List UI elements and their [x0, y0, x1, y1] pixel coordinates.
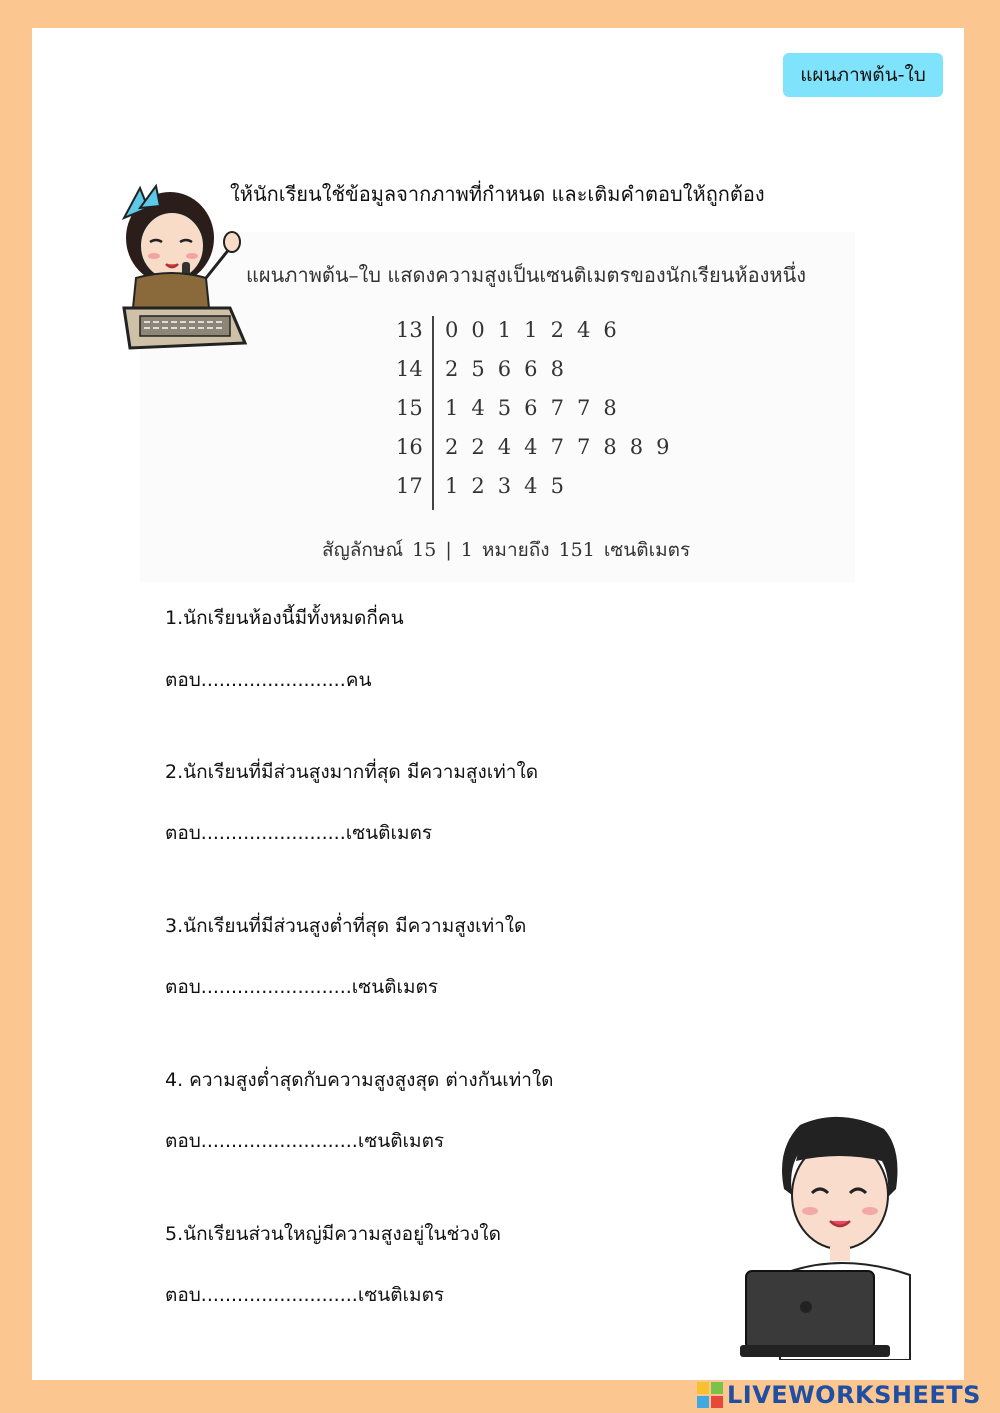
leaf: 3 — [497, 474, 512, 498]
stem-value: 15 — [396, 396, 423, 420]
leaf-values — [445, 474, 577, 498]
leaf: 0 — [471, 318, 485, 342]
leaf: 2 — [445, 357, 459, 381]
leaf: 7 — [576, 435, 591, 459]
leaf: 8 — [629, 435, 644, 459]
leaf-values — [445, 357, 577, 381]
leaf: 6 — [524, 357, 538, 381]
stem-leaf-row — [396, 429, 716, 469]
question-1: 1.นักเรียนห้องนี้มีทั้งหมดกี่คน — [165, 607, 404, 629]
leaf: 7 — [550, 435, 564, 459]
leaf: 4 — [471, 396, 485, 420]
leaf: 5 — [471, 357, 485, 381]
stem-leaf-row — [396, 468, 716, 508]
leaf: 4 — [524, 474, 538, 498]
brand-name: LIVEWORKSHEETS — [727, 1381, 981, 1409]
answer-field-1[interactable]: ตอบ........................คน — [165, 669, 372, 691]
figure-title: แผนภาพต้น–ใบ แสดงความสูงเป็นเซนติเมตรของนักเรียนห้องหนึ่ง — [246, 263, 807, 287]
leaf: 1 — [445, 474, 459, 498]
leaf-values — [445, 396, 630, 420]
leaf: 2 — [550, 318, 564, 342]
question-4: 4. ความสูงต่ำสุดกับความสูงสูงสุด ต่างกันเท่าใด — [165, 1069, 554, 1091]
stem-leaf-row — [396, 390, 716, 430]
leaf: 6 — [497, 357, 512, 381]
answer-field-5[interactable]: ตอบ..........................เซนติเมตร — [165, 1284, 445, 1306]
leaf: 7 — [576, 396, 591, 420]
answer-field-4[interactable]: ตอบ..........................เซนติเมตร — [165, 1130, 445, 1152]
stem-value: 16 — [396, 435, 423, 459]
leaf: 1 — [497, 318, 512, 342]
leaf: 9 — [656, 435, 670, 459]
leaf: 7 — [550, 396, 564, 420]
leaf: 1 — [524, 318, 538, 342]
frame-right — [964, 0, 1000, 1413]
stem-leaf-row — [396, 312, 716, 352]
frame-top — [0, 0, 1000, 30]
leaf-values — [445, 435, 683, 459]
answer-field-3[interactable]: ตอบ.........................เซนติเมตร — [165, 976, 439, 998]
leaf: 4 — [576, 318, 591, 342]
question-5: 5.นักเรียนส่วนใหญ่มีความสูงอยู่ในช่วงใด — [165, 1223, 501, 1245]
answer-field-2[interactable]: ตอบ........................เซนติเมตร — [165, 822, 433, 844]
frame-left — [0, 0, 32, 1413]
footer-brand — [697, 1378, 997, 1412]
leaf: 6 — [603, 318, 617, 342]
leaf-values — [445, 318, 630, 342]
topic-tag: แผนภาพต้น-ใบ — [783, 53, 943, 97]
leaf: 5 — [550, 474, 564, 498]
leaf: 8 — [603, 396, 617, 420]
leaf: 4 — [524, 435, 538, 459]
plot-legend: สัญลักษณ์ 15 | 1 หมายถึง 151 เซนติเมตร — [322, 539, 691, 561]
stem-value: 13 — [396, 318, 423, 342]
instruction-text: ให้นักเรียนใช้ข้อมูลจากภาพที่กำหนด และเติมคำตอบให้ถูกต้อง — [230, 182, 765, 206]
question-2: 2.นักเรียนที่มีส่วนสูงมากที่สุด มีความสูงเท่าใด — [165, 761, 539, 783]
boy-student-illustration — [740, 1115, 915, 1360]
leaf: 2 — [471, 474, 485, 498]
stem-leaf-plot — [396, 312, 716, 512]
stem-value: 14 — [396, 357, 423, 381]
leaf: 2 — [471, 435, 485, 459]
leaf: 4 — [497, 435, 512, 459]
leaf: 5 — [497, 396, 512, 420]
leaf: 1 — [445, 396, 459, 420]
leaf: 8 — [603, 435, 617, 459]
leaf: 6 — [524, 396, 538, 420]
leaf: 2 — [445, 435, 459, 459]
liveworksheets-logo-icon — [697, 1382, 723, 1408]
stem-leaf-row — [396, 351, 716, 391]
girl-teacher-illustration — [110, 178, 255, 358]
leaf: 8 — [550, 357, 564, 381]
stem-value: 17 — [396, 474, 423, 498]
question-3: 3.นักเรียนที่มีส่วนสูงต่ำที่สุด มีความสูงเท่าใด — [165, 915, 527, 937]
leaf: 0 — [445, 318, 459, 342]
